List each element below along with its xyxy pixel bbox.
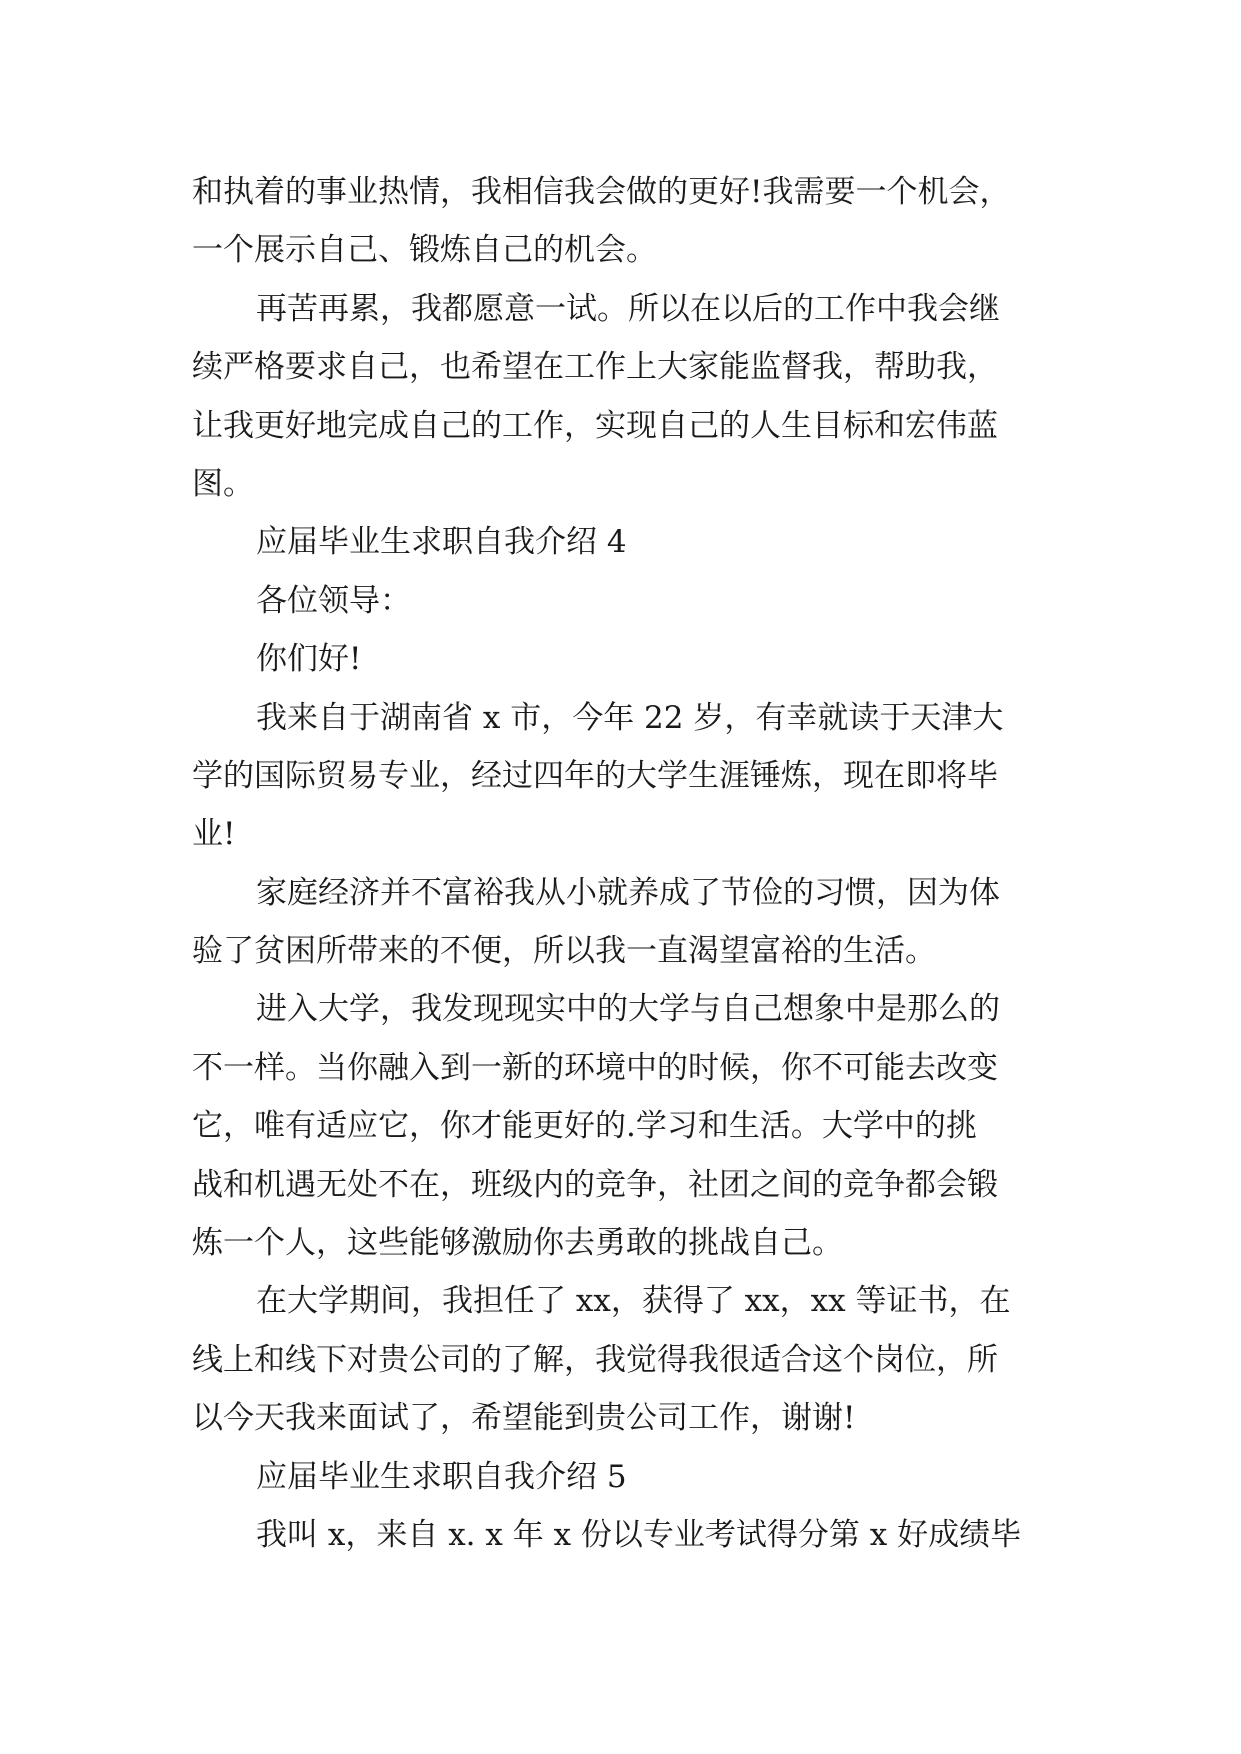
- paragraph-start-line: 再苦再累，我都愿意一试。所以在以后的工作中我会继: [256, 290, 1000, 327]
- text-line: 业!: [192, 816, 236, 853]
- greeting: 你们好!: [256, 641, 362, 678]
- text-line: 续严格要求自己，也希望在工作上大家能监督我，帮助我，: [192, 349, 998, 386]
- text-line: 图。: [192, 465, 254, 502]
- text-line: 炼一个人，这些能够激励你去勇敢的挑战自己。: [192, 1225, 843, 1262]
- paragraph-start-line: 在大学期间，我担任了 xx，获得了 xx，xx 等证书，在: [256, 1283, 1011, 1320]
- text-line: 验了贫困所带来的不便，所以我一直渴望富裕的生活。: [192, 933, 936, 970]
- salutation: 各位领导：: [256, 582, 411, 619]
- text-line: 以今天我来面试了，希望能到贵公司工作，谢谢!: [192, 1400, 856, 1437]
- paragraph-start-line: 家庭经济并不富裕我从小就养成了节俭的习惯，因为体: [256, 874, 1000, 911]
- paragraph-start-line: 进入大学，我发现现实中的大学与自己想象中是那么的: [256, 991, 1000, 1028]
- text-line: 战和机遇无处不在，班级内的竞争，社团之间的竞争都会锻: [192, 1166, 998, 1203]
- paragraph-start-line: 我叫 x，来自 x. x 年 x 份以专业考试得分第 x 好成绩毕: [256, 1516, 1022, 1553]
- text-line: 学的国际贸易专业，经过四年的大学生涯锤炼，现在即将毕: [192, 757, 998, 794]
- section-heading: 应届毕业生求职自我介绍 5: [256, 1458, 627, 1495]
- text-line: 不一样。当你融入到一新的环境中的时候，你不可能去改变: [192, 1049, 998, 1086]
- text-line: 和执着的事业热情，我相信我会做的更好!我需要一个机会，: [192, 174, 1011, 210]
- text-line: 线上和线下对贵公司的了解，我觉得我很适合这个岗位，所: [192, 1341, 998, 1378]
- text-line: 让我更好地完成自己的工作，实现自己的人生目标和宏伟蓝: [192, 407, 998, 444]
- text-line: 一个展示自己、锻炼自己的机会。: [192, 232, 657, 269]
- text-line: 它，唯有适应它，你才能更好的.学习和生活。大学中的挑: [192, 1108, 977, 1145]
- paragraph-start-line: 我来自于湖南省 x 市，今年 22 岁，有幸就读于天津大: [256, 699, 1004, 736]
- section-heading: 应届毕业生求职自我介绍 4: [256, 524, 627, 561]
- document-body: [192, 163, 1072, 1564]
